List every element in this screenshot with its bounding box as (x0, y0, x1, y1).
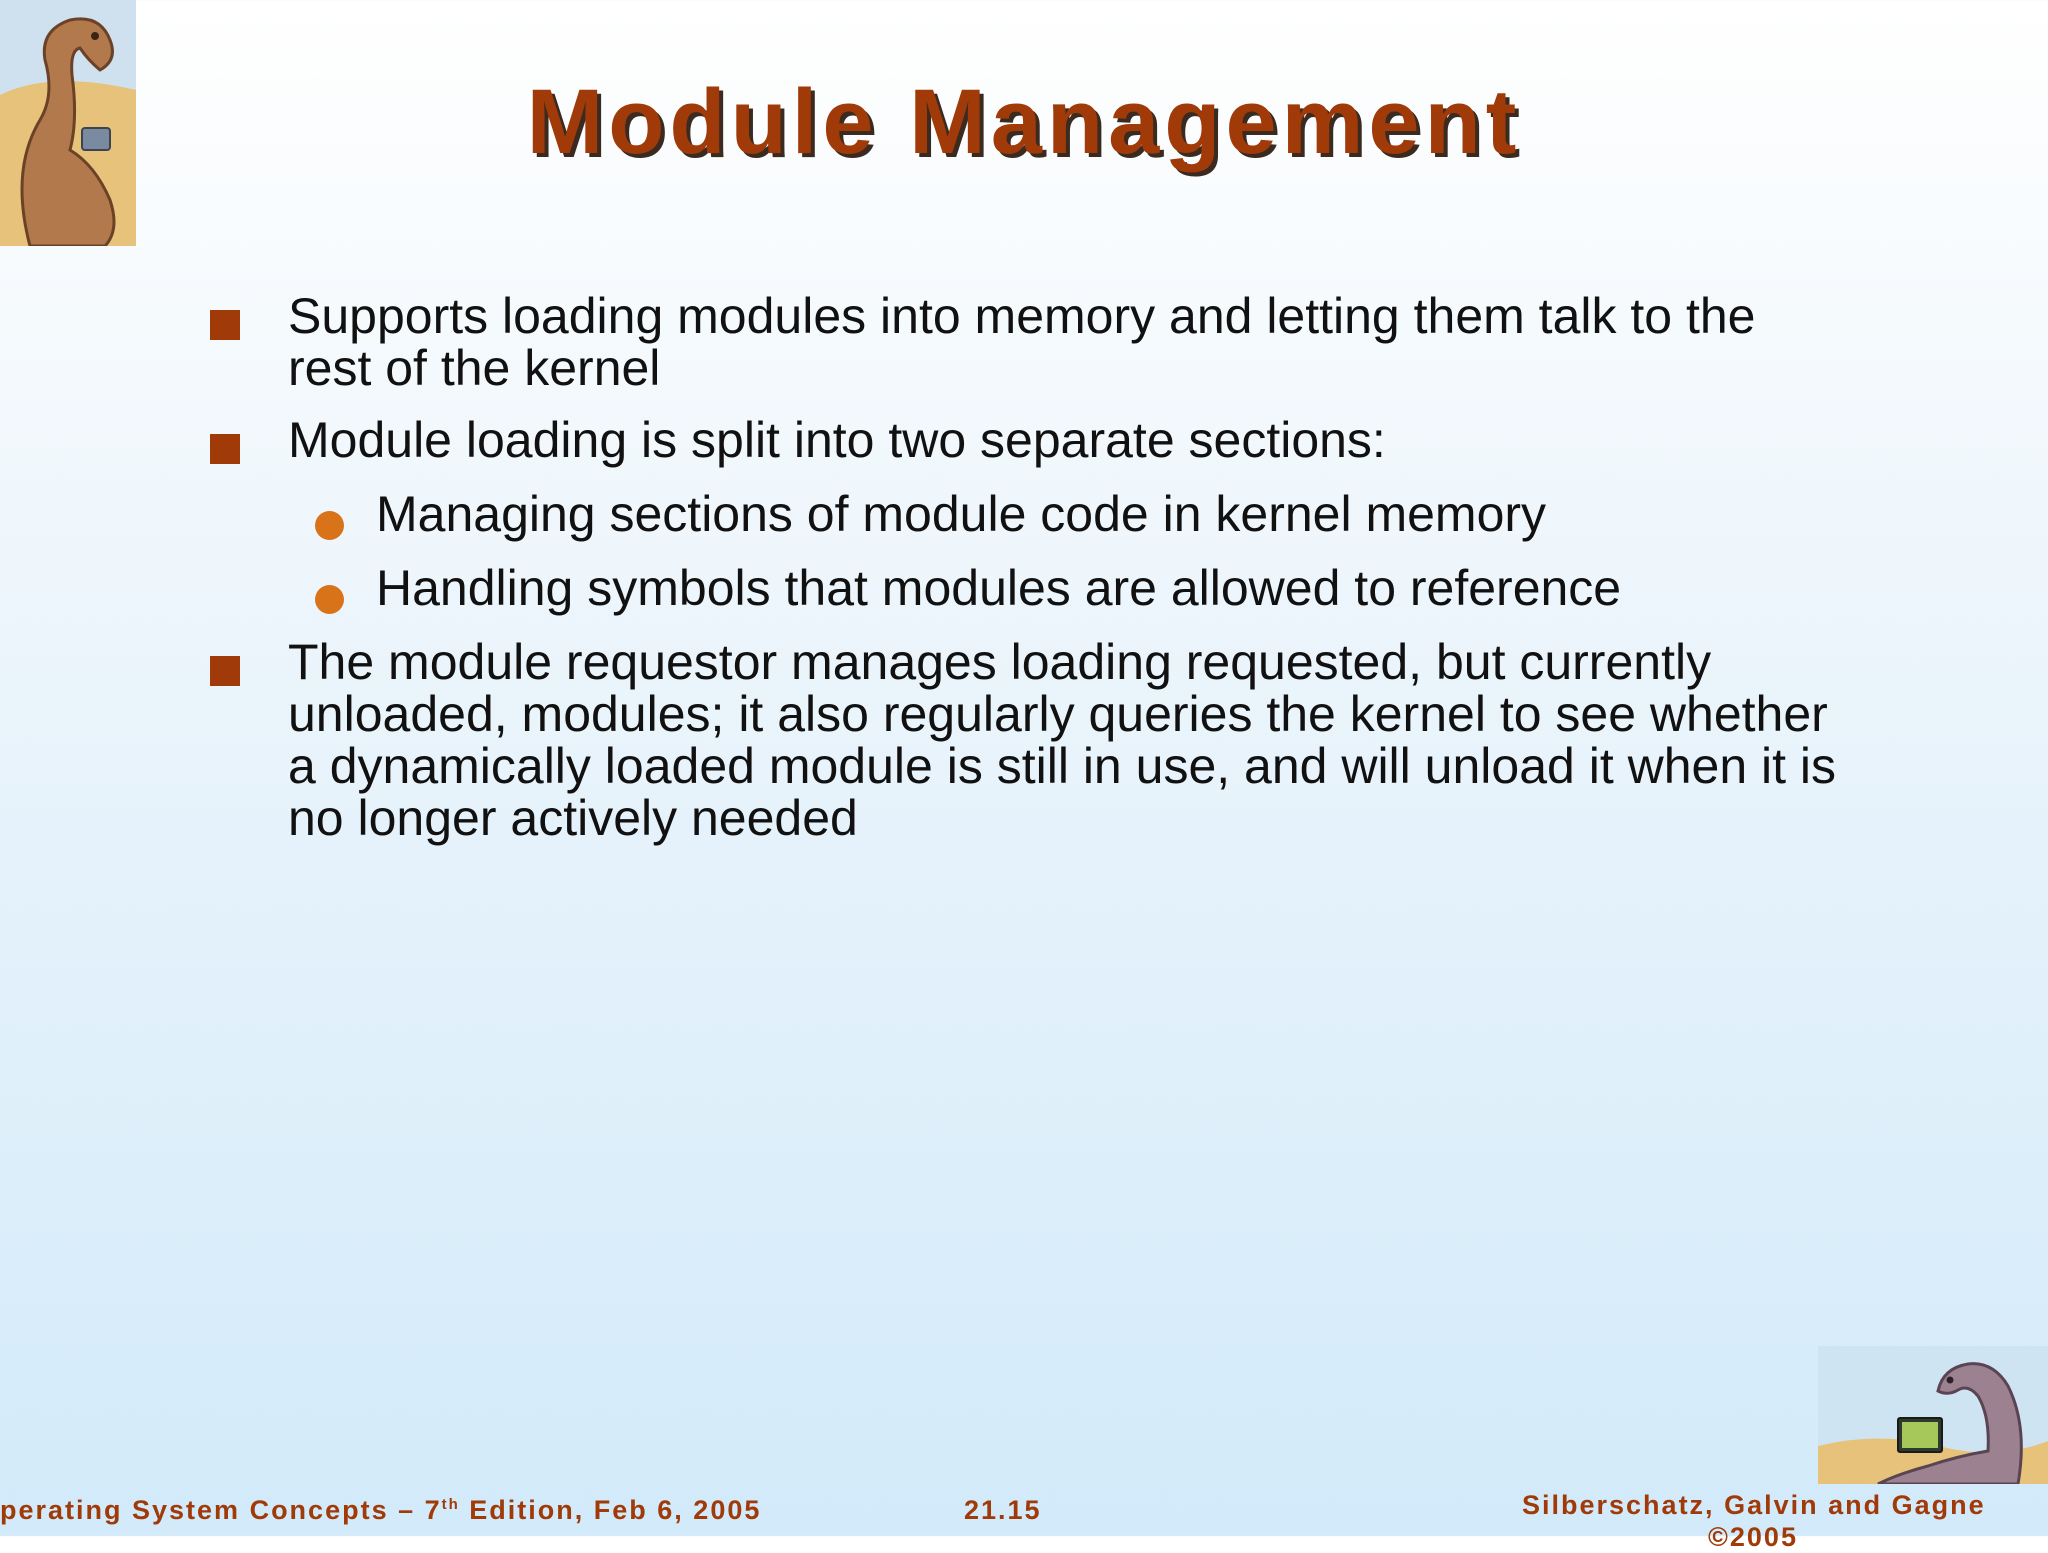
sub-bullet-item (210, 562, 1850, 614)
bullet-text: Supports loading modules into memory and letting them talk to the rest of the kernel (288, 288, 1756, 396)
bullet-item (210, 414, 1850, 466)
footer-course-info: perating System Concepts – 7th Edition, Feb 6, 2005 (0, 1495, 762, 1525)
sub-bullet-text: Managing sections of module code in kernel memory (376, 486, 1547, 542)
footer-authors: Silberschatz, Galvin and Gagne ©2005 (1522, 1490, 1986, 1552)
dinosaur-laptop-illustration (1818, 1346, 2048, 1484)
bullet-list (210, 290, 1850, 844)
page-number: 21.15 (964, 1495, 1042, 1525)
sub-bullet-text: Handling symbols that modules are allowed to reference (376, 560, 1622, 616)
square-bullet-icon (210, 434, 240, 464)
sub-bullet-item (210, 488, 1850, 540)
slide-title: Module Management (526, 71, 1522, 173)
square-bullet-icon (210, 310, 240, 340)
circle-bullet-icon (315, 585, 344, 614)
circle-bullet-icon (315, 511, 344, 540)
bullet-text: The module requestor manages loading requested, but currently unloaded, modules; it also regularly queries the kernel to see whether a dynamically loaded module is still in use, and will unload it when it is no longer actively needed (288, 634, 1837, 846)
square-bullet-icon (210, 656, 240, 686)
bullet-item (210, 290, 1850, 394)
bullet-text: Module loading is split into two separate sections: (288, 412, 1386, 468)
bullet-item (210, 636, 1850, 844)
